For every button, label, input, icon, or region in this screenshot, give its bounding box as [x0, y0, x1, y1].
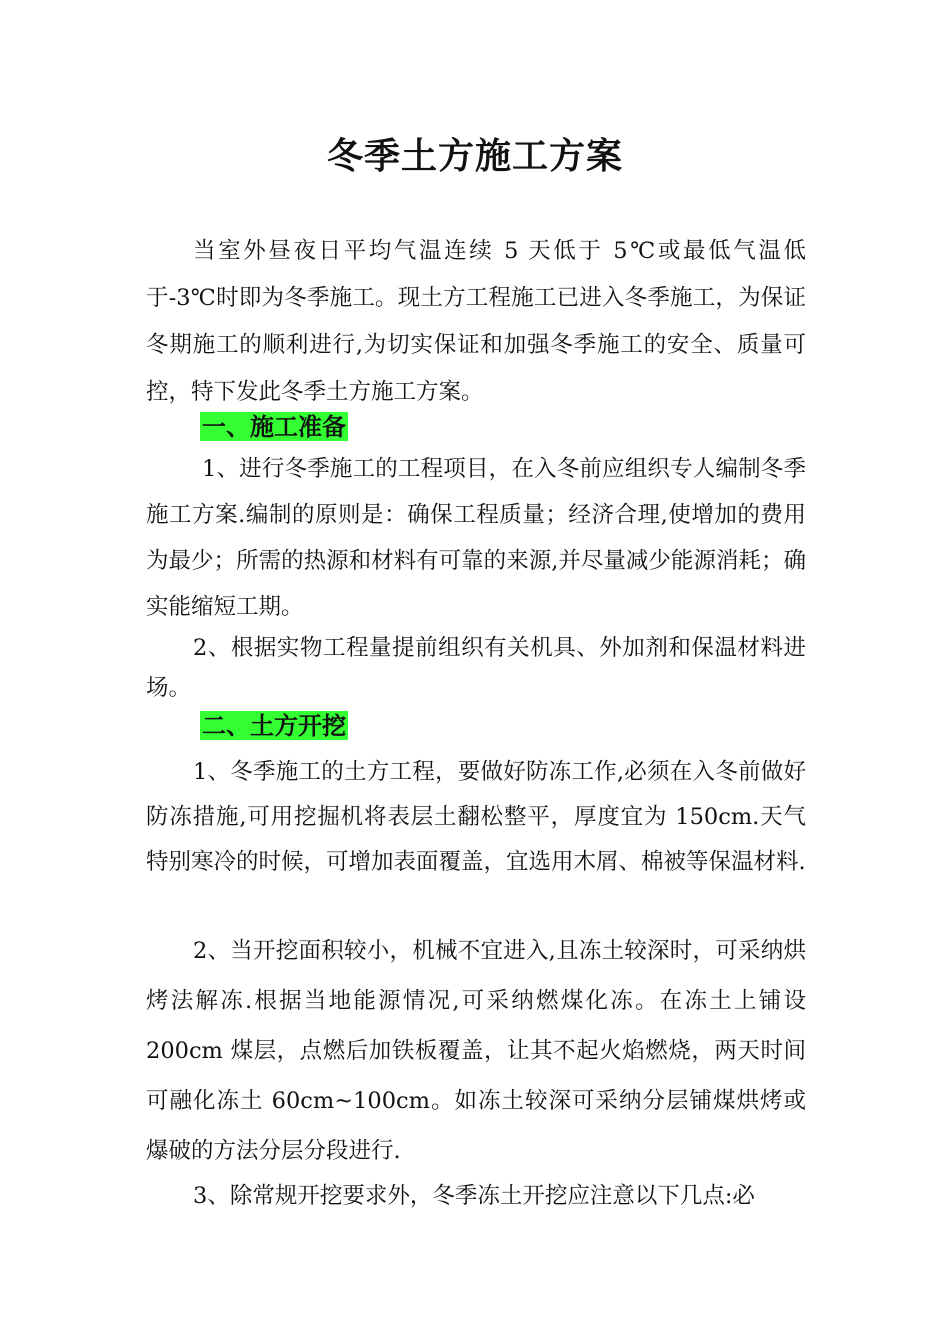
excavation-item-3: 3、除常规开挖要求外，冬季冻土开挖应注意以下几点:必 [193, 1183, 755, 1209]
section-heading-preparation [200, 407, 348, 442]
section-heading-preparation-text: 一、施工准备 [202, 412, 346, 441]
preparation-item-2: 2、根据实物工程量提前组织有关机具、外加剂和保温材料进场。 [146, 635, 806, 701]
excavation-item-2: 2、当开挖面积较小，机械不宜进入,且冻土较深时，可采纳烘烤法解冻.根据当地能源情况,可采纳燃煤化冻。在冻土上铺设 200cm 煤层，点燃后加铁板覆盖，让其不起火焰燃烧，两天时间可融化冻土 60cm~100cm。如冻土较深可采纳分层铺煤烘烤或爆破的方法分层分段进行. [146, 938, 806, 1164]
preparation-item-1: 1、进行冬季施工的工程项目，在入冬前应组织专人编制冬季施工方案.编制的原则是：确保工程质量；经济合理,使增加的费用为最少；所需的热源和材料有可靠的来源,并尽量减少能源消耗；确实能缩短工期。 [146, 456, 806, 620]
intro-paragraph: 当室外昼夜日平均气温连续 5 天低于 5℃或最低气温低于-3℃时即为冬季施工。现土方工程施工已进入冬季施工，为保证冬期施工的顺利进行,为切实保证和加强冬季施工的安全、质量可控，特下发此冬季土方施工方案。 [146, 238, 806, 405]
section-heading-excavation-text: 二、土方开挖 [202, 711, 346, 740]
section-heading-excavation [200, 706, 348, 741]
document-title: 冬季土方施工方案 [326, 135, 623, 177]
excavation-item-1: 1、冬季施工的土方工程，要做好防冻工作,必须在入冬前做好防冻措施,可用挖掘机将表层土翻松整平，厚度宜为 150cm.天气特别寒冷的时候，可增加表面覆盖，宜选用木屑、棉被等保温材料. [146, 759, 806, 875]
